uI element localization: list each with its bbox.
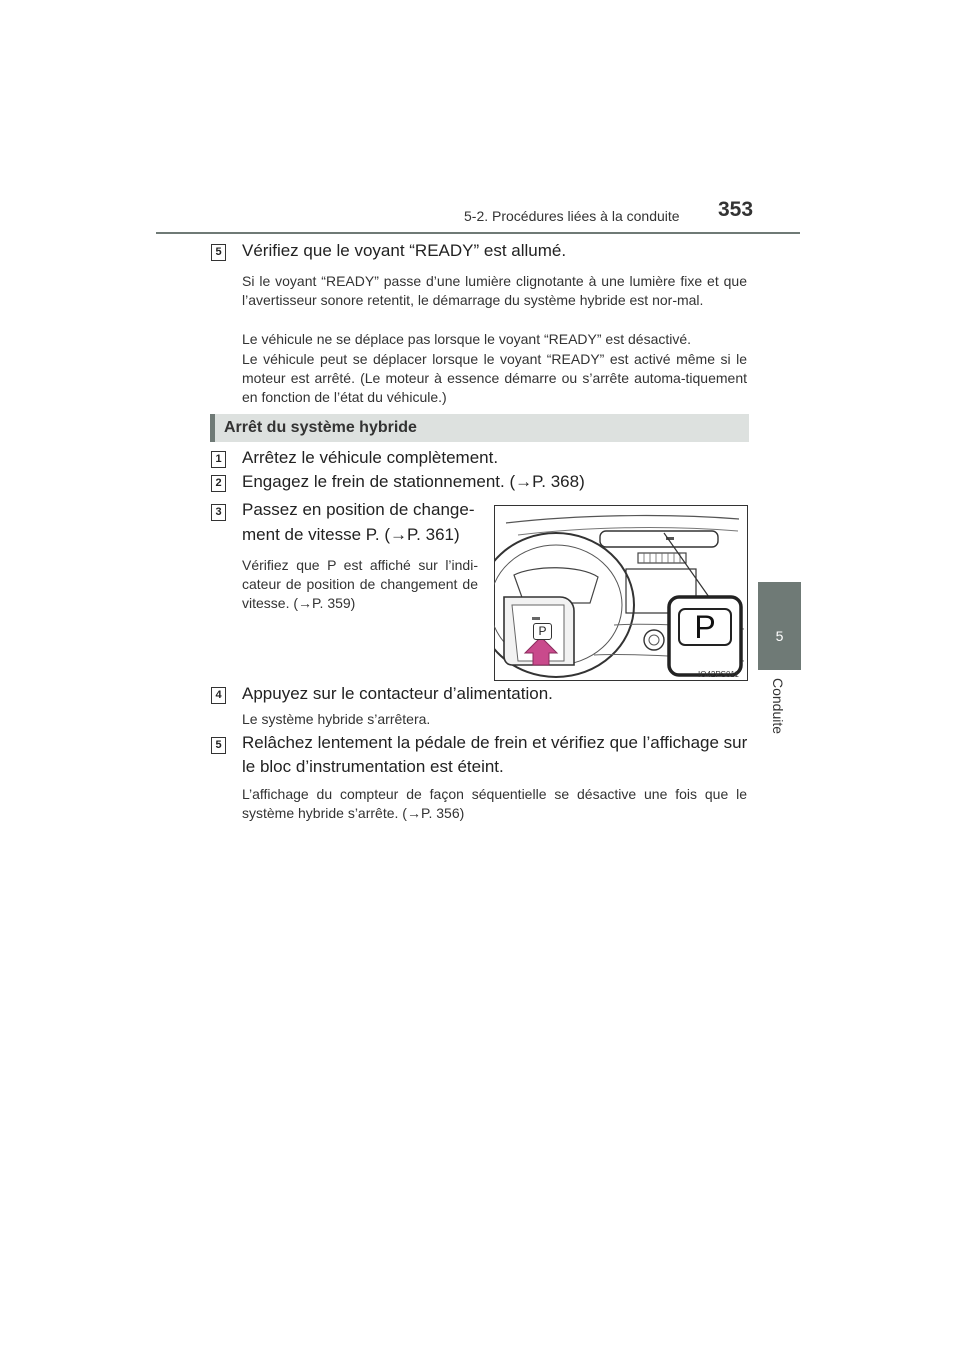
step-number-box: 2: [211, 475, 226, 492]
step-note: Vérifiez que P est affiché sur l’indi-cateur de position de changement de vitesse. (→P. 359): [242, 557, 478, 611]
p-callout-letter: P: [694, 609, 716, 645]
chapter-tab-label-wrap: [770, 678, 790, 758]
dashboard-drawing: [494, 505, 748, 681]
step-title: Vérifiez que le voyant “READY” est allumé.: [242, 241, 567, 260]
page-number: 353: [718, 198, 754, 221]
header-divider: [156, 232, 800, 234]
step-title: Engagez le frein de stationnement. (→P. 368): [242, 472, 585, 491]
step-title-line: Relâchez lentement la pédale de frein et vérifiez que l’affichage sur: [242, 733, 748, 752]
section-heading: Arrêt du système hybride: [224, 419, 417, 436]
section-header: 5-2. Procédures liées à la conduite: [464, 208, 680, 224]
section-heading-stripe: [210, 414, 215, 442]
step-number-box: 1: [211, 451, 226, 468]
step-title-line: ment de vitesse P. (→P. 361): [242, 525, 460, 544]
step-title-line: le bloc d’instrumentation est éteint.: [242, 757, 504, 776]
step-title-line: Passez en position de change-: [242, 500, 475, 519]
step-title: Arrêtez le véhicule complètement.: [242, 448, 499, 467]
figure-code: IO42PS011: [698, 670, 739, 679]
step-note: L’affichage du compteur de façon séquentielle se désactive une fois que le système hybride s’arrête. (→P. 356): [242, 786, 747, 821]
step-number-box: 3: [211, 504, 226, 521]
step-note: Le véhicule peut se déplacer lorsque le voyant “READY” est activé même si le moteur est arrêté. (Le moteur à essence démarre ou s’arrête automa-tiquement en fonction de l’état du véhicule.): [242, 351, 747, 405]
step-note: Le véhicule ne se déplace pas lorsque le voyant “READY” est désactivé.: [242, 331, 692, 347]
shift-position-illustration: [494, 505, 748, 681]
step-number-box: 5: [211, 244, 226, 261]
chapter-tab-label: Conduite: [770, 678, 786, 735]
chapter-tab: [758, 582, 801, 670]
step-number-box: 4: [211, 687, 226, 704]
chapter-tab-number: 5: [775, 628, 784, 644]
selector-indicator: [532, 617, 540, 620]
p-button-small: P: [533, 623, 552, 640]
step-note: Le système hybride s’arrêtera.: [242, 711, 431, 727]
step-note: Si le voyant “READY” passe d’une lumière clignotante à une lumière fixe et que l’avertisseur sonore retentit, le démarrage du système hybride est nor-mal.: [242, 273, 747, 308]
step-title: Appuyez sur le contacteur d’alimentation.: [242, 684, 553, 703]
step-number-box: 5: [211, 737, 226, 754]
